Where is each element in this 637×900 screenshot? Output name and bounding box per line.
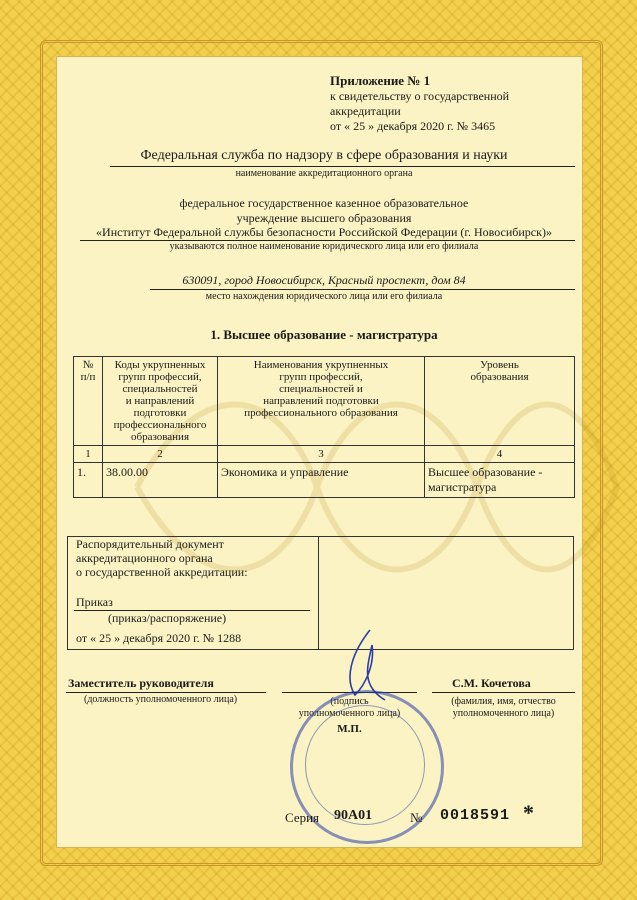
row-number: 1. [74,463,103,498]
order-caption: (приказ/распоряжение) [108,611,227,625]
appendix-title: Приложение № 1 [330,73,431,88]
decree-box [67,536,574,650]
column-number: 1 [74,446,103,463]
column-number: 4 [425,446,575,463]
serial-number: 0018591 [440,807,511,824]
name-caption-1: (фамилия, имя, отчество [451,696,556,707]
column-number: 3 [218,446,425,463]
decree-box-divider [318,537,319,649]
decree-line-1: Распорядительный документ [76,537,224,551]
address-underline [150,289,575,290]
signer-position: Заместитель руководителя [68,676,214,690]
row-name: Экономика и управление [218,463,425,498]
org-line-2: учреждение высшего образования [236,211,412,225]
seal-place-label: М.П. [337,723,362,735]
signer-name: С.М. Кочетова [452,676,531,690]
column-number: 2 [103,446,218,463]
org-line-1: федеральное государственное казенное образовательное [179,196,469,210]
position-caption: (должность уполномоченного лица) [84,694,238,705]
name-underline [432,692,575,693]
agency-underline [110,166,575,167]
series-value: 90А01 [334,808,373,823]
row-code: 38.00.00 [103,463,218,498]
official-seal-inner-ring [305,705,425,825]
order-type: Приказ [76,595,113,609]
org-line-3: «Институт Федеральной службы безопасности Российской Федерации (г. Новосибирск)» [96,225,552,239]
programs-table [73,356,575,498]
header-line-3: от « 25 » декабря 2020 г. № 3465 [330,119,496,133]
org-caption: указываются полное наименование юридического лица или его филиала [169,241,479,252]
address: 630091, город Новосибирск, Красный проспект, дом 84 [182,273,466,287]
table-header-row [74,357,575,446]
signature-caption-2: уполномоченного лица) [298,708,401,719]
signature-caption-1: (подпись [330,696,369,707]
column-number-row [74,446,575,463]
header-level: Уровень образования [425,357,575,446]
header-names: Наименования укрупненных групп профессий, специальностей и направлений подготовки профессионального образования [218,357,425,446]
name-caption-2: уполномоченного лица) [452,708,555,719]
position-underline [66,692,266,693]
header-number: № п/п [74,357,103,446]
table-row [74,463,575,498]
serial-mark: * [523,800,534,825]
decree-line-3: о государственной аккредитации: [76,565,248,579]
header-line-2: аккредитации [330,104,401,118]
agency-name: Федеральная служба по надзору в сфере образования и науки [140,148,508,163]
section-title: 1. Высшее образование - магистратура [210,327,438,342]
number-label: № [410,810,423,825]
decree-line-2: аккредитационного органа [76,551,213,565]
address-caption: место нахождения юридического лица или его филиала [205,291,443,302]
series-label: Серия [285,810,320,825]
agency-caption: наименование аккредитационного органа [235,168,413,179]
row-level: Высшее образование - магистратура [425,463,575,498]
order-date: от « 25 » декабря 2020 г. № 1288 [76,631,242,645]
header-codes: Коды укрупненных групп профессий, специальностей и направлений подготовки профессионального образования [103,357,218,446]
header-line-1: к свидетельству о государственной [330,89,510,103]
